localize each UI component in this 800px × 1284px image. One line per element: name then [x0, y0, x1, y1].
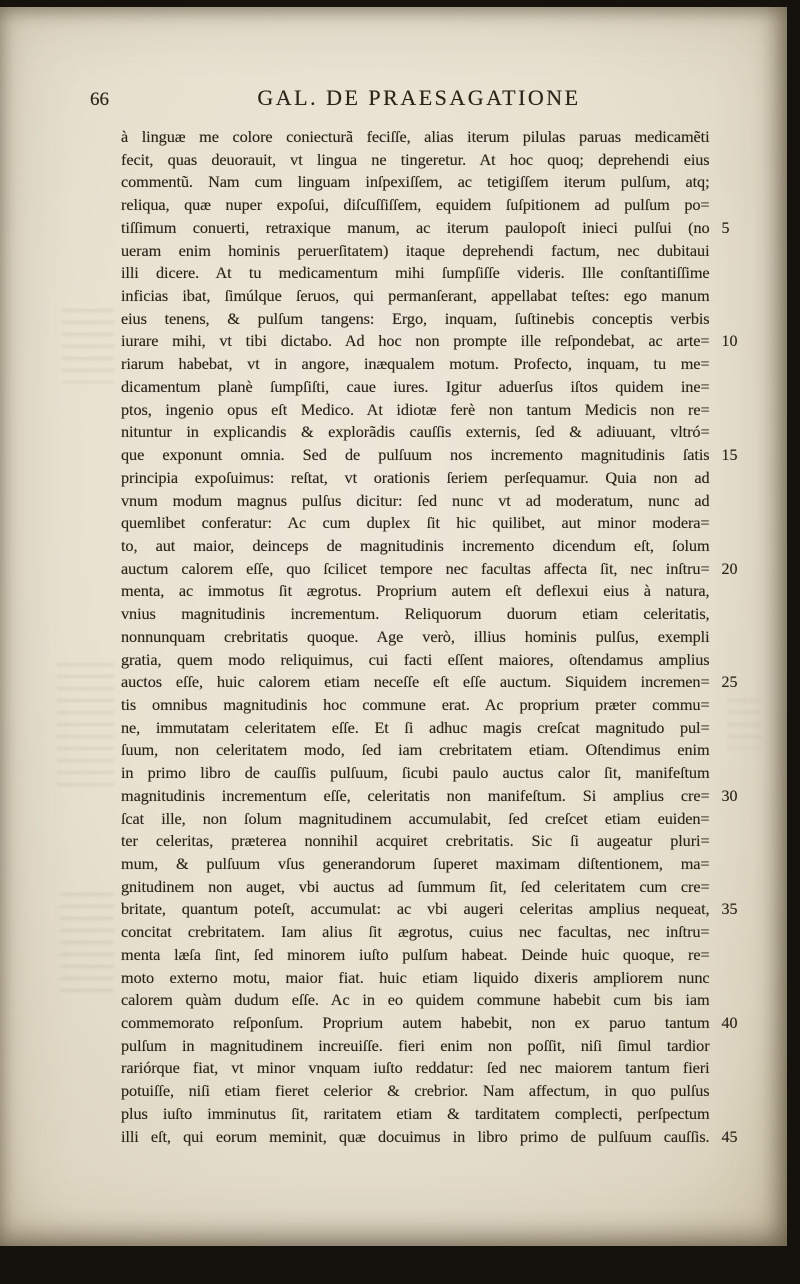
line-text: potuiſſe, niſi etiam fieret celerior & crebrior. Nam affectum, in quo pulſus	[121, 1081, 710, 1101]
line-text: inficias ibat, ſimúlque ſeruos, qui permanſerant, appellabat teſtes: ego manum	[121, 286, 710, 306]
text-line	[121, 330, 763, 353]
line-text: britate, quantum poteſt, accumulat: ac vbi augeri celeritas amplius nequeat,	[121, 899, 710, 919]
text-line	[121, 512, 763, 535]
text-line	[121, 444, 763, 467]
line-text: auctum calorem eſſe, quo ſcilicet tempore nec facultas affecta ſit, nec inſtru=	[121, 558, 710, 578]
text-line	[121, 898, 763, 921]
line-text: moto externo motu, maior fiat. huic etiam liquido dixeris ampliorem nunc	[121, 967, 710, 987]
text-line	[121, 558, 763, 581]
text-line	[121, 580, 763, 603]
line-text: que exponunt omnia. Sed de pulſuum nos incremento magnitudinis ſatis	[121, 445, 710, 465]
text-line	[121, 989, 763, 1012]
line-text: ter celeritas, præterea nonnihil acquiret crebritatis. Sic ſi augeatur pluri=	[121, 831, 710, 851]
line-text: commemorato reſponſum. Proprium autem habebit, non ex paruo tantum	[121, 1013, 710, 1033]
text-line	[121, 626, 763, 649]
verso-bleed-through	[62, 305, 114, 383]
verso-bleed-through	[57, 659, 114, 787]
line-text: in primo libro de cauſſis pulſuum, ſicubi paulo auctus calor ſit, manifeſtum	[121, 763, 710, 783]
line-number: 25	[721, 674, 738, 692]
line-text: ne, immutatam celeritatem eſſe. Et ſi adhuc magis creſcat magnitudo pul=	[121, 717, 710, 737]
line-number: 35	[721, 901, 738, 919]
line-text: à linguæ me colore coniecturã feciſſe, alias iterum pilulas paruas medicamẽti	[121, 127, 710, 146]
text-line	[121, 603, 763, 626]
text-line	[121, 399, 763, 422]
page-header	[0, 85, 787, 115]
line-text: rariórque fiat, vt minor vnquam iuſto reddatur: ſed nec maiorem tantum fieri	[121, 1058, 710, 1078]
line-text: ſcat ille, non ſolum magnitudinem accumulabit, ſed creſcet etiam euiden=	[121, 808, 710, 828]
text-line	[121, 1103, 763, 1126]
page-number: 66	[90, 89, 109, 110]
text-line	[121, 421, 763, 444]
text-line	[121, 762, 763, 785]
text-line	[121, 649, 763, 672]
text-line	[121, 830, 763, 853]
line-text: tiſſimum conuerti, retraxique manum, ac iterum paulopoſt inieci pulſui (no	[121, 217, 710, 237]
line-text: magnitudinis incrementum eſſe, celeritatis non manifeſtum. Si amplius cre=	[121, 785, 710, 805]
text-line	[121, 285, 763, 308]
text-line	[121, 171, 763, 194]
text-line	[121, 1012, 763, 1035]
line-text: ptos, ingenio opus eſt Medico. At idiotæ ferè non tantum Medicis non re=	[121, 399, 710, 419]
line-text: concitat crebritatem. Iam alius ſit ægrotus, cuius nec facultas, nec inſtru=	[121, 922, 710, 942]
line-text: iurare mihi, vt tibi dictabo. Ad hoc non prompte ille reſpondebat, ac arte=	[121, 331, 710, 351]
text-line	[121, 240, 763, 263]
line-text: dicamentum planè ſumpſiſti, caue iures. Igitur aduerſus iſtos quidem ine=	[121, 376, 710, 396]
text-line	[121, 921, 763, 944]
line-text: gnitudinem non auget, vbi auctus ad ſummum ſit, ſed celeritatem cum cre=	[121, 876, 710, 896]
text-line	[121, 785, 763, 808]
text-line	[121, 876, 763, 899]
text-line	[121, 671, 763, 694]
text-line	[121, 1126, 763, 1149]
running-title: GAL. DE PRAESAGATIONE	[257, 85, 581, 110]
text-line	[121, 353, 763, 376]
body-text	[121, 126, 763, 1148]
text-line	[121, 944, 763, 967]
text-line	[121, 808, 763, 831]
line-number: 15	[721, 447, 738, 465]
text-line	[121, 1035, 763, 1058]
line-text: principia expoſuimus: reſtat, vt orationis ſeriem perſequamur. Quia non ad	[121, 467, 710, 487]
line-text: quemlibet conferatur: Ac cum duplex ſit hic quilibet, aut minor modera=	[121, 513, 710, 533]
line-text: gratia, quem modo reliquimus, cui facti eſſent maiores, oſtendamus amplius	[121, 649, 710, 669]
line-text: menta læſa ſint, ſed minorem iuſto pulſum habeat. Deinde huic quoque, re=	[121, 944, 710, 964]
line-number: 40	[721, 1015, 738, 1033]
line-number: 5	[721, 219, 730, 237]
line-text: vnum modum magnus pulſus dicitur: ſed nunc vt ad moderatum, nunc ad	[121, 490, 710, 510]
text-line	[121, 717, 763, 740]
text-line	[121, 535, 763, 558]
text-line	[121, 126, 763, 149]
line-text: auctos eſſe, huic calorem etiam neceſſe eſt eſſe auctum. Siquidem incremen=	[121, 672, 710, 692]
verso-bleed-through	[60, 889, 114, 997]
line-text: fecit, quas deuorauit, vt lingua ne tingeretur. At hoc quoq; deprehendi eius	[121, 149, 710, 169]
line-number: 10	[721, 333, 738, 351]
line-text: menta, ac immotus ſit ægrotus. Proprium autem eſt deflexui eius à natura,	[121, 581, 710, 601]
line-text: plus iuſto imminutus ſit, raritatem etiam & tarditatem complecti, perſpectum	[121, 1103, 710, 1123]
text-line	[121, 853, 763, 876]
line-text: calorem quàm dudum eſſe. Ac in eo quidem commune habebit cum bis iam	[121, 990, 710, 1010]
line-text: tis omnibus magnitudinis hoc commune erat. Ac proprium præter commu=	[121, 694, 710, 714]
text-line	[121, 739, 763, 762]
text-line	[121, 149, 763, 172]
line-text: nituntur in explicandis & explorãdis cauſſis externis, ſed & adiuuant, vltró=	[121, 422, 710, 442]
text-line	[121, 217, 763, 240]
text-line	[121, 262, 763, 285]
line-number: 20	[721, 560, 738, 578]
line-text: commentũ. Nam cum linguam inſpexiſſem, ac tetigiſſem iterum pulſum, atq;	[121, 172, 710, 192]
line-text: riarum habebat, vt in angore, inæqualem motum. Profecto, inquam, tu me=	[121, 354, 710, 374]
text-line	[121, 967, 763, 990]
text-line	[121, 490, 763, 513]
line-text: pulſum in magnitudinem increuiſſe. fieri enim non poſſit, niſi ſimul tardior	[121, 1035, 710, 1055]
text-line	[121, 1080, 763, 1103]
line-text: to, aut maior, deinceps de magnitudinis incremento dicendum eſt, ſolum	[121, 535, 710, 555]
line-text: illi eſt, qui eorum meminit, quæ docuimus in libro primo de pulſuum cauſſis.	[121, 1126, 710, 1146]
line-text: eius tenens, & pulſum tangens: Ergo, inquam, ſuſtinebis conceptis verbis	[121, 308, 710, 328]
line-text: illi dicere. At tu medicamentum mihi ſumpſiſſe videris. Ille conſtantiſſime	[121, 263, 710, 283]
text-line	[121, 467, 763, 490]
line-text: nonnunquam crebritatis quoque. Age verò, illius hominis pulſus, exempli	[121, 626, 710, 646]
line-text: vnius magnitudinis incrementum. Reliquorum duorum etiam celeritatis,	[121, 604, 710, 624]
text-line	[121, 694, 763, 717]
text-line	[121, 308, 763, 331]
line-text: ueram enim hominis peruerſitatem) itaque deprehendi factum, nec dubitaui	[121, 240, 710, 260]
text-line	[121, 376, 763, 399]
text-line	[121, 194, 763, 217]
line-number: 45	[721, 1128, 738, 1146]
page-scan	[0, 7, 787, 1246]
line-number: 30	[721, 787, 738, 805]
line-text: mum, & pulſuum vſus generandorum ſuperet maximam diſtentionem, ma=	[121, 854, 710, 873]
line-text: reliqua, quæ nuper expoſui, diſcuſſiſſem, equidem ſuſpitionem ad pulſum po=	[121, 195, 710, 215]
line-text: ſuum, non celeritatem modo, ſed iam crebritatem etiam. Oſtendimus enim	[121, 740, 710, 760]
text-line	[121, 1057, 763, 1080]
